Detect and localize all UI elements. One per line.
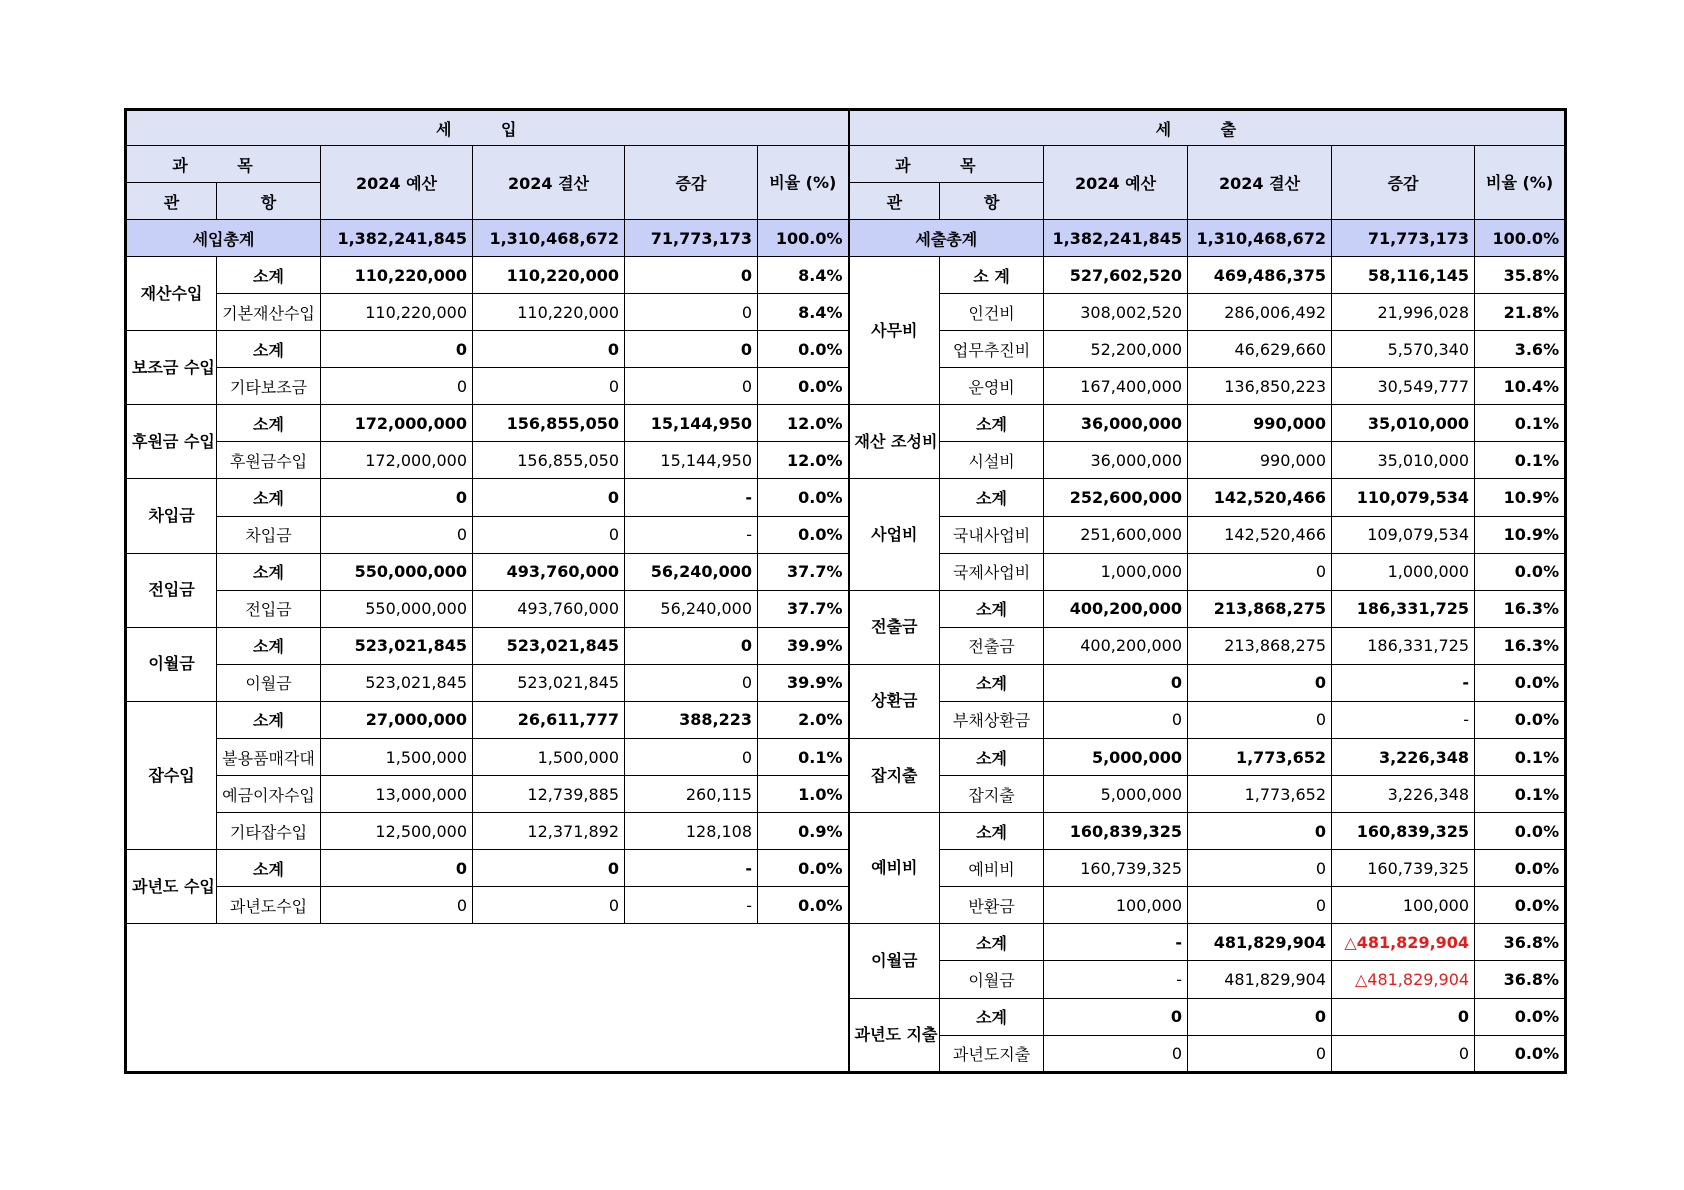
income-ratio: 37.7% xyxy=(758,590,849,627)
expense-item: 부채상환금 xyxy=(940,701,1044,738)
expense-diff: 160,739,325 xyxy=(1332,850,1475,887)
expense-ratio: 0.0% xyxy=(1475,1035,1566,1072)
income-diff: - xyxy=(625,850,758,887)
table-row xyxy=(126,331,1566,368)
income-item: 소계 xyxy=(217,850,321,887)
expense-budget: 1,000,000 xyxy=(1044,553,1188,590)
expense-ratio: 36.8% xyxy=(1475,924,1566,961)
expense-diff: 109,079,534 xyxy=(1332,516,1475,553)
income-category: 후원금 수입 xyxy=(126,405,217,479)
expense-diff: △481,829,904 xyxy=(1332,924,1475,961)
expense-settlement: 481,829,904 xyxy=(1188,961,1332,998)
expense-diff: 35,010,000 xyxy=(1332,405,1475,442)
expense-item: 이월금 xyxy=(940,961,1044,998)
income-diff: 56,240,000 xyxy=(625,553,758,590)
expense-item: 운영비 xyxy=(940,368,1044,405)
expense-diff: 100,000 xyxy=(1332,887,1475,924)
expense-diff: 3,226,348 xyxy=(1332,739,1475,776)
expense-settlement: 481,829,904 xyxy=(1188,924,1332,961)
income-settlement: 0 xyxy=(473,331,625,368)
expense-settlement: 0 xyxy=(1188,850,1332,887)
expense-item: 소계 xyxy=(940,664,1044,701)
expense-diff: 110,079,534 xyxy=(1332,479,1475,516)
expense-settlement-header: 2024 결산 xyxy=(1188,146,1332,220)
income-budget: 110,220,000 xyxy=(321,294,473,331)
income-diff: - xyxy=(625,479,758,516)
table-row xyxy=(126,739,1566,776)
expense-settlement: 0 xyxy=(1188,887,1332,924)
table-row xyxy=(126,813,1566,850)
income-diff: 0 xyxy=(625,368,758,405)
income-title: 세 입 xyxy=(126,110,849,146)
income-category: 이월금 xyxy=(126,627,217,701)
expense-ratio: 10.9% xyxy=(1475,516,1566,553)
expense-total-ratio: 100.0% xyxy=(1475,220,1566,257)
expense-budget: 0 xyxy=(1044,664,1188,701)
expense-budget: 0 xyxy=(1044,1035,1188,1072)
income-category: 잡수입 xyxy=(126,701,217,849)
income-settlement: 0 xyxy=(473,887,625,924)
income-settlement: 0 xyxy=(473,368,625,405)
income-settlement: 493,760,000 xyxy=(473,590,625,627)
expense-ratio: 16.3% xyxy=(1475,590,1566,627)
table-row xyxy=(126,257,1566,294)
income-diff: 388,223 xyxy=(625,701,758,738)
expense-item: 소계 xyxy=(940,998,1044,1035)
expense-category: 사업비 xyxy=(849,479,940,590)
income-diff: 15,144,950 xyxy=(625,442,758,479)
income-settlement-header: 2024 결산 xyxy=(473,146,625,220)
expense-budget: 5,000,000 xyxy=(1044,776,1188,813)
expense-budget: 100,000 xyxy=(1044,887,1188,924)
income-diff: 0 xyxy=(625,739,758,776)
expense-ratio: 0.0% xyxy=(1475,850,1566,887)
expense-diff: 0 xyxy=(1332,998,1475,1035)
expense-diff: 30,549,777 xyxy=(1332,368,1475,405)
expense-ratio: 10.9% xyxy=(1475,479,1566,516)
table-row xyxy=(126,887,1566,924)
income-diff: 0 xyxy=(625,627,758,664)
expense-item: 인건비 xyxy=(940,294,1044,331)
income-category: 보조금 수입 xyxy=(126,331,217,405)
expense-ratio-header: 비율 (%) xyxy=(1475,146,1566,220)
expense-ratio: 10.4% xyxy=(1475,368,1566,405)
expense-settlement: 1,773,652 xyxy=(1188,739,1332,776)
income-item: 차입금 xyxy=(217,516,321,553)
expense-settlement: 0 xyxy=(1188,553,1332,590)
expense-hang-header: 항 xyxy=(940,183,1044,220)
income-item: 기본재산수입 xyxy=(217,294,321,331)
income-settlement: 0 xyxy=(473,850,625,887)
table-row xyxy=(126,590,1566,627)
income-total-settlement: 1,310,468,672 xyxy=(473,220,625,257)
expense-settlement: 213,868,275 xyxy=(1188,590,1332,627)
expense-ratio: 3.6% xyxy=(1475,331,1566,368)
income-budget: 523,021,845 xyxy=(321,664,473,701)
table-row xyxy=(126,294,1566,331)
expense-settlement: 0 xyxy=(1188,664,1332,701)
expense-settlement: 46,629,660 xyxy=(1188,331,1332,368)
empty-income-area xyxy=(126,924,849,1073)
income-ratio-header: 비율 (%) xyxy=(758,146,849,220)
income-budget: 0 xyxy=(321,479,473,516)
income-diff: 0 xyxy=(625,257,758,294)
settlement-table xyxy=(124,108,1567,1074)
expense-diff: 160,839,325 xyxy=(1332,813,1475,850)
expense-ratio: 0.0% xyxy=(1475,553,1566,590)
income-item: 전입금 xyxy=(217,590,321,627)
budget-rows xyxy=(126,257,1566,1073)
expense-settlement: 990,000 xyxy=(1188,442,1332,479)
income-budget: 0 xyxy=(321,887,473,924)
expense-item: 예비비 xyxy=(940,850,1044,887)
table-row xyxy=(126,442,1566,479)
expense-budget: 52,200,000 xyxy=(1044,331,1188,368)
expense-budget: 167,400,000 xyxy=(1044,368,1188,405)
income-item: 소계 xyxy=(217,405,321,442)
income-settlement: 0 xyxy=(473,516,625,553)
income-category: 재산수입 xyxy=(126,257,217,331)
expense-item: 국제사업비 xyxy=(940,553,1044,590)
expense-diff-header: 증감 xyxy=(1332,146,1475,220)
expense-budget: - xyxy=(1044,924,1188,961)
income-budget: 110,220,000 xyxy=(321,257,473,294)
income-ratio: 8.4% xyxy=(758,294,849,331)
income-item: 과년도수입 xyxy=(217,887,321,924)
expense-budget: 527,602,520 xyxy=(1044,257,1188,294)
expense-diff: 3,226,348 xyxy=(1332,776,1475,813)
income-item: 후원금수입 xyxy=(217,442,321,479)
income-total-ratio: 100.0% xyxy=(758,220,849,257)
expense-item: 소계 xyxy=(940,813,1044,850)
income-settlement: 110,220,000 xyxy=(473,294,625,331)
expense-category: 상환금 xyxy=(849,664,940,738)
income-ratio: 0.9% xyxy=(758,813,849,850)
expense-settlement: 136,850,223 xyxy=(1188,368,1332,405)
expense-item: 소계 xyxy=(940,479,1044,516)
expense-item: 소계 xyxy=(940,405,1044,442)
income-ratio: 37.7% xyxy=(758,553,849,590)
income-ratio: 39.9% xyxy=(758,664,849,701)
expense-ratio: 0.0% xyxy=(1475,887,1566,924)
income-diff: 15,144,950 xyxy=(625,405,758,442)
expense-settlement: 0 xyxy=(1188,1035,1332,1072)
income-settlement: 0 xyxy=(473,479,625,516)
expense-budget: 160,739,325 xyxy=(1044,850,1188,887)
income-settlement: 493,760,000 xyxy=(473,553,625,590)
income-settlement: 12,739,885 xyxy=(473,776,625,813)
expense-diff: - xyxy=(1332,701,1475,738)
income-budget: 550,000,000 xyxy=(321,553,473,590)
expense-item: 소 계 xyxy=(940,257,1044,294)
income-ratio: 2.0% xyxy=(758,701,849,738)
income-budget: 0 xyxy=(321,331,473,368)
income-diff-header: 증감 xyxy=(625,146,758,220)
expense-budget: 308,002,520 xyxy=(1044,294,1188,331)
income-settlement: 156,855,050 xyxy=(473,442,625,479)
expense-item: 시설비 xyxy=(940,442,1044,479)
expense-settlement: 142,520,466 xyxy=(1188,516,1332,553)
expense-diff: 0 xyxy=(1332,1035,1475,1072)
expense-settlement: 0 xyxy=(1188,998,1332,1035)
income-ratio: 12.0% xyxy=(758,442,849,479)
income-diff: 0 xyxy=(625,294,758,331)
expense-budget: - xyxy=(1044,961,1188,998)
expense-budget: 5,000,000 xyxy=(1044,739,1188,776)
expense-ratio: 0.0% xyxy=(1475,664,1566,701)
expense-diff: △481,829,904 xyxy=(1332,961,1475,998)
income-ratio: 1.0% xyxy=(758,776,849,813)
expense-ratio: 0.1% xyxy=(1475,442,1566,479)
income-ratio: 39.9% xyxy=(758,627,849,664)
income-ratio: 0.0% xyxy=(758,887,849,924)
expense-budget: 36,000,000 xyxy=(1044,442,1188,479)
expense-ratio: 0.1% xyxy=(1475,739,1566,776)
income-diff: 128,108 xyxy=(625,813,758,850)
expense-settlement: 0 xyxy=(1188,701,1332,738)
expense-category: 이월금 xyxy=(849,924,940,998)
income-item: 이월금 xyxy=(217,664,321,701)
income-diff: - xyxy=(625,516,758,553)
income-ratio: 0.0% xyxy=(758,331,849,368)
expense-item: 소계 xyxy=(940,739,1044,776)
expense-category: 사무비 xyxy=(849,257,940,405)
expense-diff: - xyxy=(1332,664,1475,701)
expense-budget: 400,200,000 xyxy=(1044,590,1188,627)
expense-diff: 186,331,725 xyxy=(1332,627,1475,664)
table-row xyxy=(126,924,1566,961)
table-row xyxy=(126,516,1566,553)
income-item: 불용품매각대 xyxy=(217,739,321,776)
income-category: 과년도 수입 xyxy=(126,850,217,924)
income-total-diff: 71,773,173 xyxy=(625,220,758,257)
income-item: 기타잡수입 xyxy=(217,813,321,850)
expense-ratio: 0.1% xyxy=(1475,405,1566,442)
income-category: 차입금 xyxy=(126,479,217,553)
expense-diff: 35,010,000 xyxy=(1332,442,1475,479)
table-row xyxy=(126,701,1566,738)
income-item: 소계 xyxy=(217,553,321,590)
expense-ratio: 36.8% xyxy=(1475,961,1566,998)
expense-category: 잡지출 xyxy=(849,739,940,813)
table-row xyxy=(126,479,1566,516)
expense-ratio: 0.0% xyxy=(1475,701,1566,738)
expense-settlement: 990,000 xyxy=(1188,405,1332,442)
income-ratio: 0.0% xyxy=(758,479,849,516)
income-settlement: 156,855,050 xyxy=(473,405,625,442)
income-settlement: 26,611,777 xyxy=(473,701,625,738)
income-settlement: 523,021,845 xyxy=(473,627,625,664)
income-subject-header: 과 목 xyxy=(126,146,321,183)
income-budget: 0 xyxy=(321,850,473,887)
income-budget: 523,021,845 xyxy=(321,627,473,664)
expense-category: 재산 조성비 xyxy=(849,405,940,479)
income-ratio: 0.0% xyxy=(758,516,849,553)
expense-budget: 160,839,325 xyxy=(1044,813,1188,850)
expense-total-budget: 1,382,241,845 xyxy=(1044,220,1188,257)
income-budget: 27,000,000 xyxy=(321,701,473,738)
expense-item: 잡지출 xyxy=(940,776,1044,813)
expense-diff: 186,331,725 xyxy=(1332,590,1475,627)
income-budget: 172,000,000 xyxy=(321,442,473,479)
table-row xyxy=(126,776,1566,813)
table-row xyxy=(126,368,1566,405)
income-diff: 260,115 xyxy=(625,776,758,813)
income-item: 예금이자수입 xyxy=(217,776,321,813)
expense-diff: 58,116,145 xyxy=(1332,257,1475,294)
income-item: 소계 xyxy=(217,331,321,368)
table-row xyxy=(126,664,1566,701)
income-budget: 0 xyxy=(321,368,473,405)
expense-budget: 0 xyxy=(1044,998,1188,1035)
expense-ratio: 0.0% xyxy=(1475,998,1566,1035)
income-settlement: 12,371,892 xyxy=(473,813,625,850)
income-category: 전입금 xyxy=(126,553,217,627)
table-row xyxy=(126,553,1566,590)
income-ratio: 12.0% xyxy=(758,405,849,442)
expense-item: 국내사업비 xyxy=(940,516,1044,553)
table-row xyxy=(126,627,1566,664)
income-budget: 13,000,000 xyxy=(321,776,473,813)
income-settlement: 110,220,000 xyxy=(473,257,625,294)
income-ratio: 0.0% xyxy=(758,368,849,405)
expense-diff: 1,000,000 xyxy=(1332,553,1475,590)
income-total-budget: 1,382,241,845 xyxy=(321,220,473,257)
income-diff: 56,240,000 xyxy=(625,590,758,627)
expense-budget: 0 xyxy=(1044,701,1188,738)
income-budget: 550,000,000 xyxy=(321,590,473,627)
expense-category: 과년도 지출 xyxy=(849,998,940,1072)
expense-ratio: 35.8% xyxy=(1475,257,1566,294)
expense-ratio: 0.0% xyxy=(1475,813,1566,850)
expense-budget: 251,600,000 xyxy=(1044,516,1188,553)
expense-budget: 400,200,000 xyxy=(1044,627,1188,664)
income-item: 소계 xyxy=(217,627,321,664)
income-item: 소계 xyxy=(217,479,321,516)
expense-subject-header: 과 목 xyxy=(849,146,1044,183)
expense-budget: 36,000,000 xyxy=(1044,405,1188,442)
income-diff: 0 xyxy=(625,331,758,368)
income-ratio: 0.1% xyxy=(758,739,849,776)
expense-item: 소계 xyxy=(940,924,1044,961)
expense-item: 소계 xyxy=(940,590,1044,627)
income-ratio: 8.4% xyxy=(758,257,849,294)
income-diff: - xyxy=(625,887,758,924)
income-budget-header: 2024 예산 xyxy=(321,146,473,220)
expense-title: 세 출 xyxy=(849,110,1566,146)
expense-budget: 252,600,000 xyxy=(1044,479,1188,516)
income-total-label: 세입총계 xyxy=(126,220,321,257)
expense-settlement: 1,773,652 xyxy=(1188,776,1332,813)
table-row xyxy=(126,405,1566,442)
expense-settlement: 213,868,275 xyxy=(1188,627,1332,664)
expense-item: 과년도지출 xyxy=(940,1035,1044,1072)
income-hang-header: 항 xyxy=(217,183,321,220)
income-gwan-header: 관 xyxy=(126,183,217,220)
expense-total-label: 세출총계 xyxy=(849,220,1044,257)
expense-settlement: 469,486,375 xyxy=(1188,257,1332,294)
expense-total-diff: 71,773,173 xyxy=(1332,220,1475,257)
expense-category: 전출금 xyxy=(849,590,940,664)
expense-settlement: 142,520,466 xyxy=(1188,479,1332,516)
income-diff: 0 xyxy=(625,664,758,701)
income-item: 소계 xyxy=(217,701,321,738)
expense-ratio: 0.1% xyxy=(1475,776,1566,813)
income-ratio: 0.0% xyxy=(758,850,849,887)
expense-ratio: 21.8% xyxy=(1475,294,1566,331)
expense-ratio: 16.3% xyxy=(1475,627,1566,664)
income-item: 소계 xyxy=(217,257,321,294)
expense-item: 전출금 xyxy=(940,627,1044,664)
expense-diff: 21,996,028 xyxy=(1332,294,1475,331)
expense-diff: 5,570,340 xyxy=(1332,331,1475,368)
income-budget: 1,500,000 xyxy=(321,739,473,776)
expense-item: 반환금 xyxy=(940,887,1044,924)
expense-total-settlement: 1,310,468,672 xyxy=(1188,220,1332,257)
income-settlement: 1,500,000 xyxy=(473,739,625,776)
expense-budget-header: 2024 예산 xyxy=(1044,146,1188,220)
income-settlement: 523,021,845 xyxy=(473,664,625,701)
income-budget: 0 xyxy=(321,516,473,553)
expense-gwan-header: 관 xyxy=(849,183,940,220)
income-budget: 172,000,000 xyxy=(321,405,473,442)
income-budget: 12,500,000 xyxy=(321,813,473,850)
expense-settlement: 0 xyxy=(1188,813,1332,850)
income-item: 기타보조금 xyxy=(217,368,321,405)
table-row xyxy=(126,850,1566,887)
expense-item: 업무추진비 xyxy=(940,331,1044,368)
expense-category: 예비비 xyxy=(849,813,940,924)
expense-settlement: 286,006,492 xyxy=(1188,294,1332,331)
